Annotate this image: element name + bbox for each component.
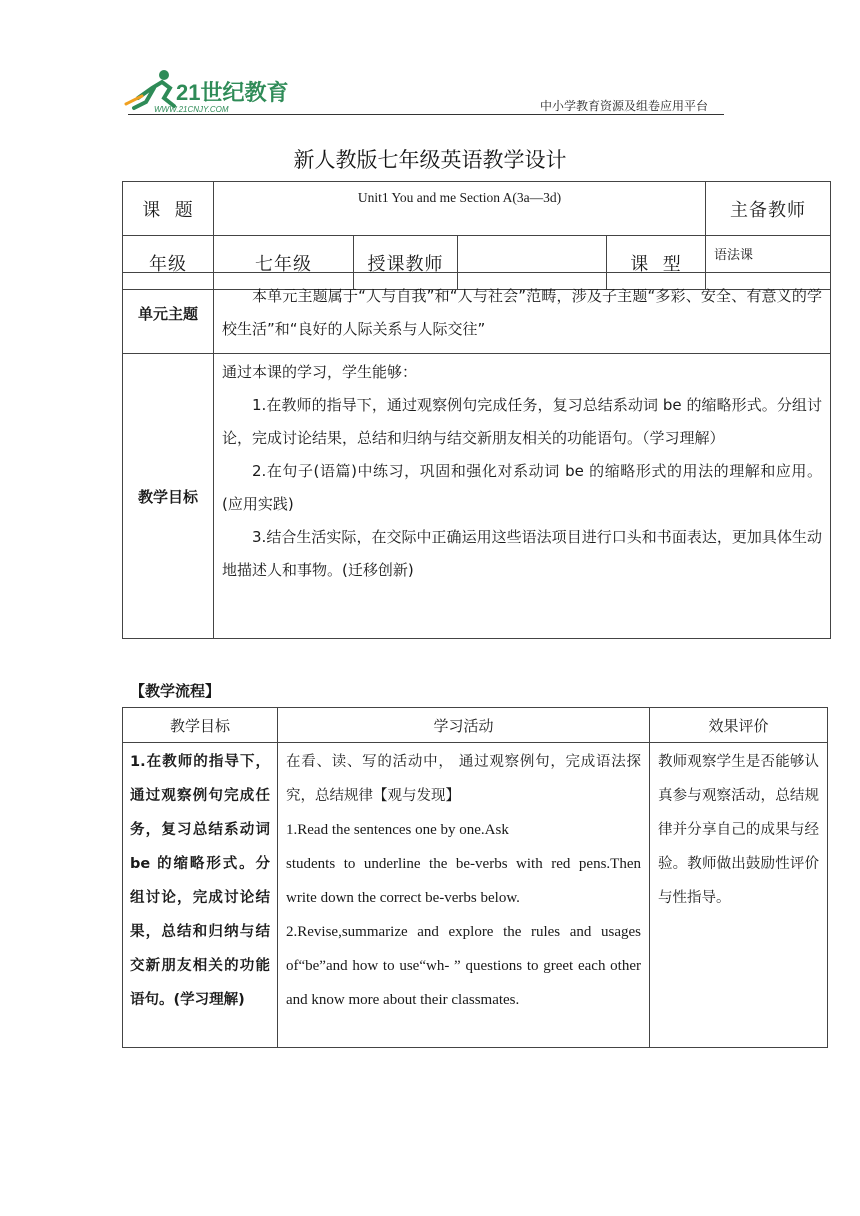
flow-title: 【教学流程】 (130, 682, 221, 700)
goals-label: 教学目标 (123, 354, 214, 639)
platform-name: 中小学教育资源及组卷应用平台 (540, 99, 709, 113)
activity-step-2: 2.Revise,summarize and explore the rules and usages of“be”and how to use“wh- ” questions to greet each other and know more about their classmates. (286, 924, 641, 1008)
goal-item: 2.在句子(语篇)中练习，巩固和强化对系动词 be 的缩略形式的用法的理解和应用。(应用实践) (222, 462, 822, 513)
header-divider (128, 114, 724, 115)
lead-teacher-value (705, 181, 830, 226)
flow-header-goal: 教学目标 (123, 708, 278, 743)
flow-evaluation-cell: 教师观察学生是否能够认真参与观察活动，总结规律并分享自己的成果与经验。教师做出鼓励性评价与性指导。 (650, 743, 828, 1048)
topic-label: 课 题 (123, 182, 214, 236)
teacher-label: 授课教师 (354, 236, 458, 290)
flow-header-evaluation: 效果评价 (650, 708, 828, 743)
goals-intro: 通过本课的学习，学生能够： (222, 363, 418, 381)
lead-teacher-label: 主备教师 (706, 182, 831, 236)
goals-table (122, 272, 831, 639)
unit-theme-text: 本单元主题属于“人与自我”和“人与社会”范畴，涉及子主题“多彩、安全、有意义的学校生活”和“良好的人际关系与人际交往” (222, 287, 822, 338)
activity-step-1a: 1.Read the sentences one by one.Ask (286, 822, 509, 838)
activity-intro: 在看、读、写的活动中， 通过观察例句，完成语法探究，总结规律【观与发现】 (286, 754, 641, 804)
type-label: 课 型 (607, 236, 706, 290)
document-title: 新人教版七年级英语教学设计 (293, 148, 567, 172)
logo (124, 68, 294, 116)
goals-cell (214, 354, 831, 639)
goal-item: 1.在教师的指导下，通过观察例句完成任务，复习总结系动词 be 的缩略形式。分组讨论，完成讨论结果，总结和归纳与结交新朋友相关的功能语句。（学习理解） (222, 396, 822, 447)
flow-header-activity: 学习活动 (278, 708, 650, 743)
flow-table (122, 707, 828, 1048)
grade-value: 七年级 (214, 236, 354, 290)
flow-activity-cell (278, 743, 650, 1048)
activity-step-1b: students to underline the be-verbs with red pens.Then write down the correct be-verbs below. (286, 856, 641, 906)
logo-text: 21世纪教育 (176, 80, 289, 105)
runner-icon (126, 70, 174, 108)
goal-item: 3.结合生活实际，在交际中正确运用这些语法项目进行口头和书面表达，更加具体生动地描述人和事物。(迁移创新) (222, 528, 822, 579)
flow-goal-cell: 1.在教师的指导下，通过观察例句完成任务，复习总结系动词 be 的缩略形式。分组讨论，完成讨论结果，总结和归纳与结交新朋友相关的功能语句。(学习理解) (123, 743, 278, 1048)
type-value: 语法课 (706, 236, 831, 290)
grade-label: 年级 (123, 236, 214, 290)
unit-theme-label: 单元主题 (123, 273, 214, 354)
topic-value: Unit1 You and me Section A(3a—3d) (214, 182, 706, 236)
logo-url: WWW.21CNJY.COM (154, 105, 229, 114)
unit-theme-cell (214, 273, 831, 354)
